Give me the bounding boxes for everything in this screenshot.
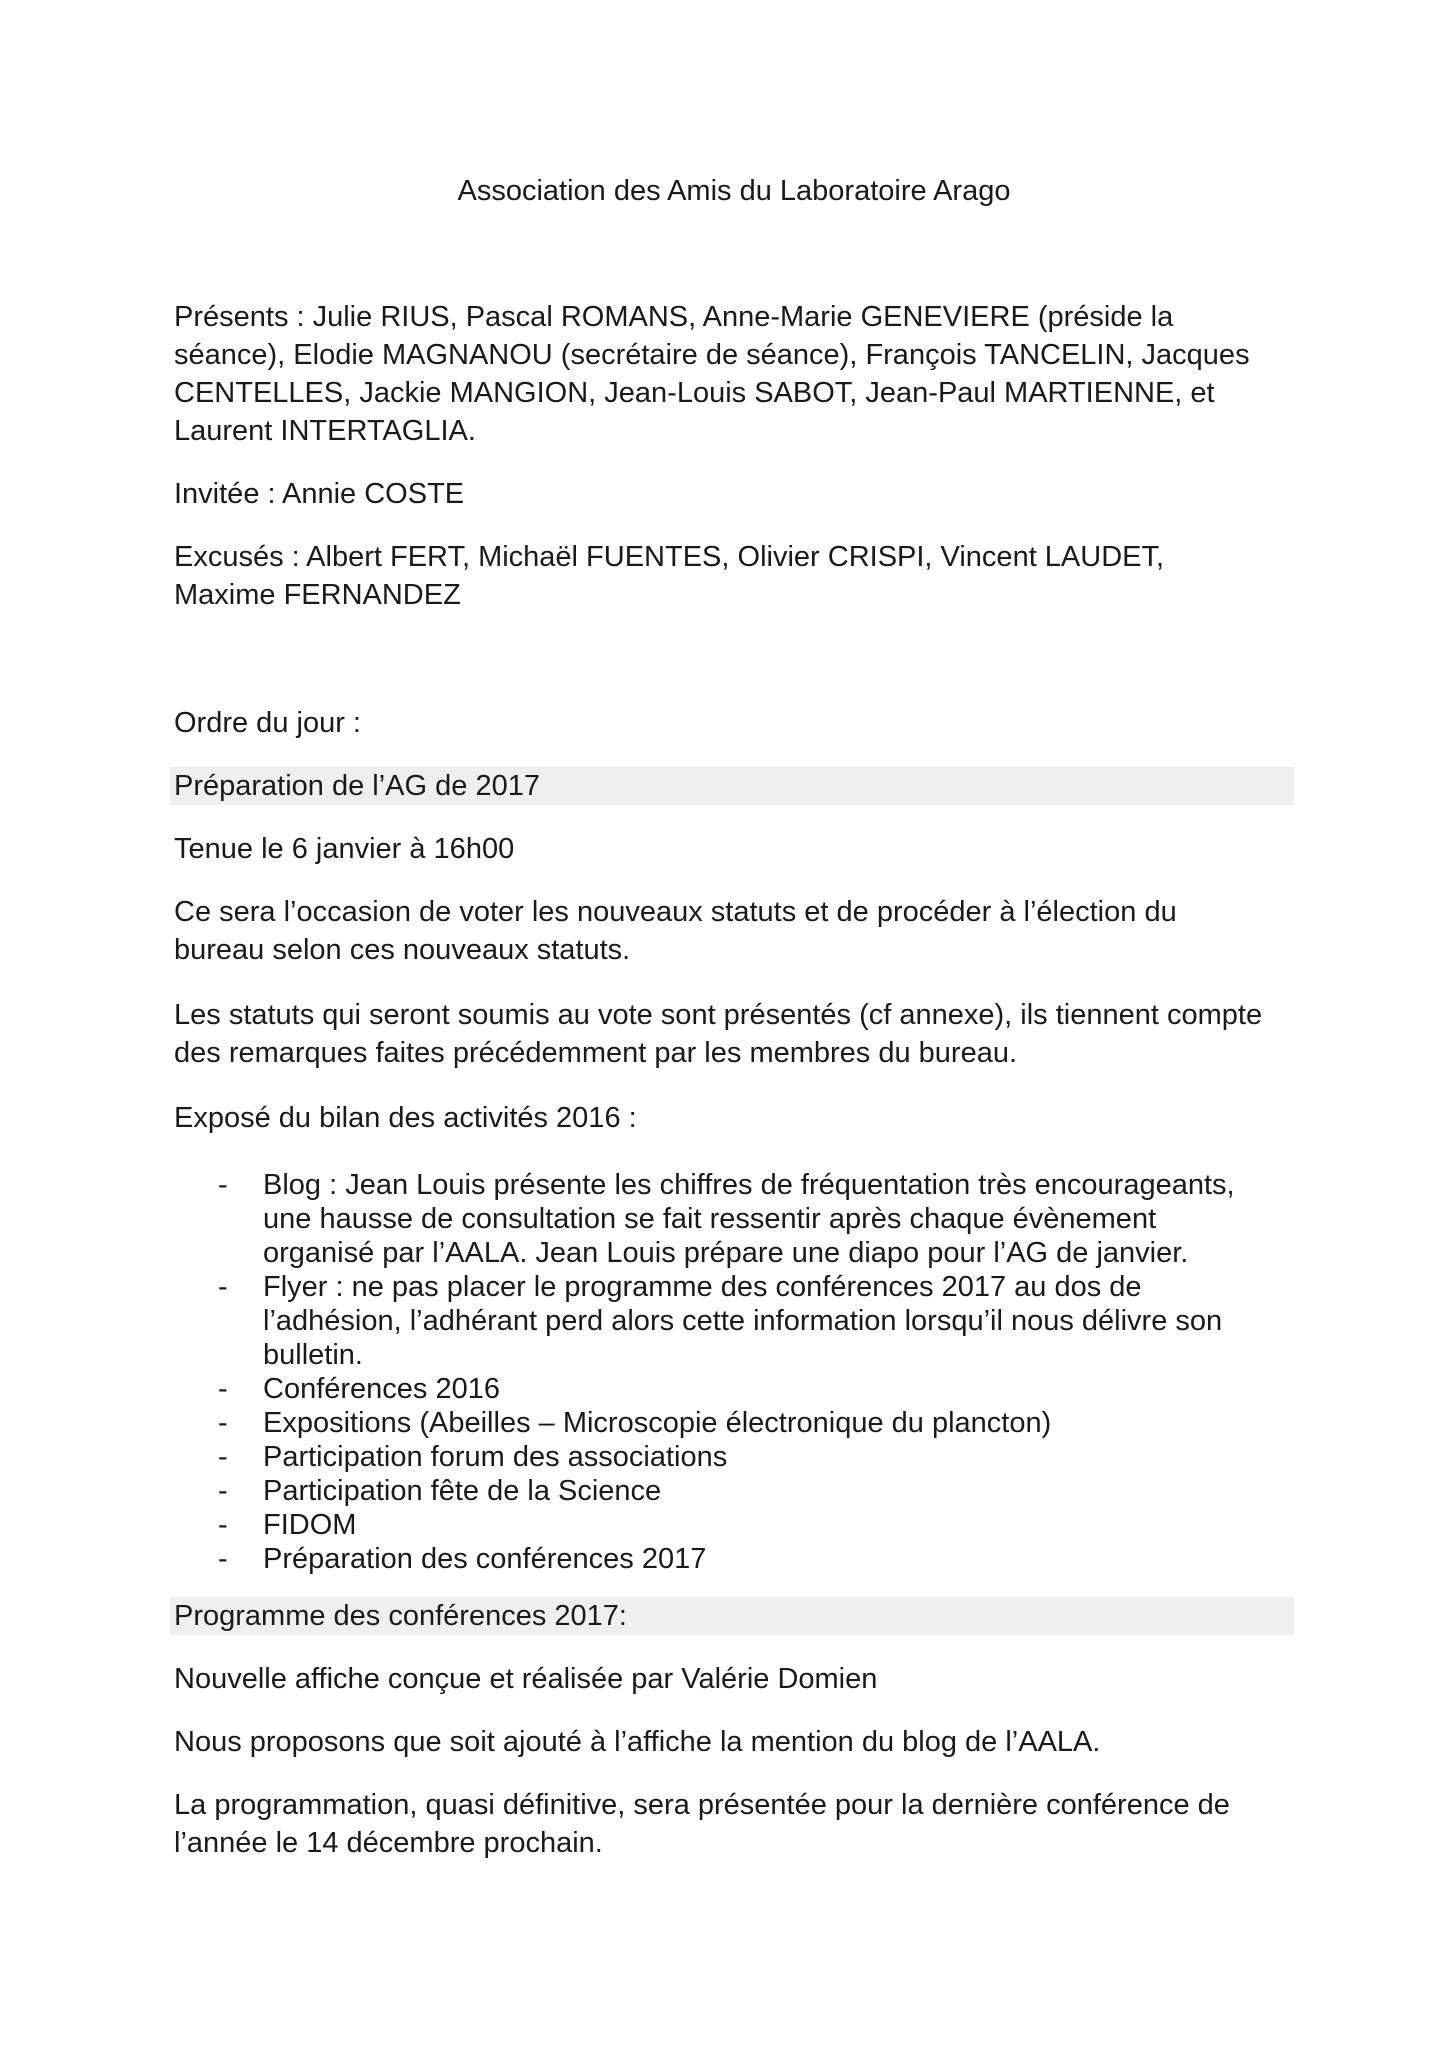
- presents-line: Laurent INTERTAGLIA.: [174, 415, 476, 447]
- list-item-line: Blog : Jean Louis présente les chiffres de fréquentation très encourageants,: [263, 1169, 1235, 1201]
- list-item: [174, 1406, 1294, 1440]
- presents-paragraph: [174, 298, 1294, 450]
- bullet-dash: -: [218, 1271, 228, 1303]
- excuses-line: Maxime FERNANDEZ: [174, 579, 461, 611]
- section-heading-programme: Programme des conférences 2017:: [170, 1597, 1294, 1635]
- list-item: [174, 1474, 1294, 1508]
- affiche-line: Nouvelle affiche conçue et réalisée par Valérie Domien: [174, 1663, 878, 1695]
- bullet-dash: -: [218, 1373, 228, 1405]
- list-item: [174, 1542, 1294, 1576]
- list-item: [174, 1508, 1294, 1542]
- list-item-line: organisé par l’AALA. Jean Louis prépare une diapo pour l’AG de janvier.: [263, 1237, 1189, 1269]
- list-item-line: FIDOM: [263, 1509, 357, 1541]
- statuts-line: des remarques faites précédemment par les membres du bureau.: [174, 1037, 1018, 1069]
- document-title: Association des Amis du Laboratoire Arago: [457, 175, 1011, 207]
- presents-line: Présents : Julie RIUS, Pascal ROMANS, Anne-Marie GENEVIERE (préside la: [174, 301, 1174, 333]
- activities-list: [174, 1168, 1294, 1576]
- bullet-dash: -: [218, 1475, 228, 1507]
- invitee-line: Invitée : Annie COSTE: [174, 478, 465, 510]
- bullet-dash: -: [218, 1169, 228, 1201]
- presents-line: CENTELLES, Jackie MANGION, Jean-Louis SABOT, Jean-Paul MARTIENNE, et: [174, 377, 1215, 409]
- held-date-line: Tenue le 6 janvier à 16h00: [174, 833, 515, 865]
- occasion-line: Ce sera l’occasion de voter les nouveaux statuts et de procéder à l’élection du: [174, 896, 1177, 928]
- statuts-line: Les statuts qui seront soumis au vote sont présentés (cf annexe), ils tiennent compte: [174, 999, 1263, 1031]
- programmation-paragraph: [174, 1786, 1294, 1862]
- bullet-dash: -: [218, 1407, 228, 1439]
- list-item-line: Flyer : ne pas placer le programme des conférences 2017 au dos de: [263, 1271, 1142, 1303]
- list-item-line: Participation fête de la Science: [263, 1475, 662, 1507]
- occasion-paragraph: [174, 893, 1294, 969]
- list-item-line: Préparation des conférences 2017: [263, 1543, 707, 1575]
- list-item: [174, 1168, 1294, 1270]
- list-item-line: bulletin.: [263, 1339, 363, 1371]
- list-item-line: Participation forum des associations: [263, 1441, 728, 1473]
- bilan-label: Exposé du bilan des activités 2016 :: [174, 1102, 637, 1134]
- list-item-line: une hausse de consultation se fait ressentir après chaque évènement: [263, 1203, 1157, 1235]
- bullet-dash: -: [218, 1441, 228, 1473]
- bullet-dash: -: [218, 1509, 228, 1541]
- list-item-line: Conférences 2016: [263, 1373, 500, 1405]
- agenda-label: Ordre du jour :: [174, 707, 361, 739]
- list-item: [174, 1440, 1294, 1474]
- programmation-line: La programmation, quasi définitive, sera présentée pour la dernière conférence de: [174, 1789, 1230, 1821]
- blog-mention-line: Nous proposons que soit ajouté à l’affiche la mention du blog de l’AALA.: [174, 1726, 1101, 1758]
- list-item-line: l’adhésion, l’adhérant perd alors cette information lorsqu’il nous délivre son: [263, 1305, 1223, 1337]
- presents-line: séance), Elodie MAGNANOU (secrétaire de séance), François TANCELIN, Jacques: [174, 339, 1250, 371]
- bullet-dash: -: [218, 1543, 228, 1575]
- statuts-paragraph: [174, 996, 1294, 1072]
- excuses-paragraph: [174, 538, 1294, 614]
- list-item-line: Expositions (Abeilles – Microscopie électronique du plancton): [263, 1407, 1052, 1439]
- occasion-line: bureau selon ces nouveaux statuts.: [174, 934, 631, 966]
- list-item: [174, 1270, 1294, 1372]
- section-heading-ag: Préparation de l’AG de 2017: [170, 767, 1294, 805]
- excuses-line: Excusés : Albert FERT, Michaël FUENTES, Olivier CRISPI, Vincent LAUDET,: [174, 541, 1165, 573]
- programmation-line: l’année le 14 décembre prochain.: [174, 1827, 603, 1859]
- list-item: [174, 1372, 1294, 1406]
